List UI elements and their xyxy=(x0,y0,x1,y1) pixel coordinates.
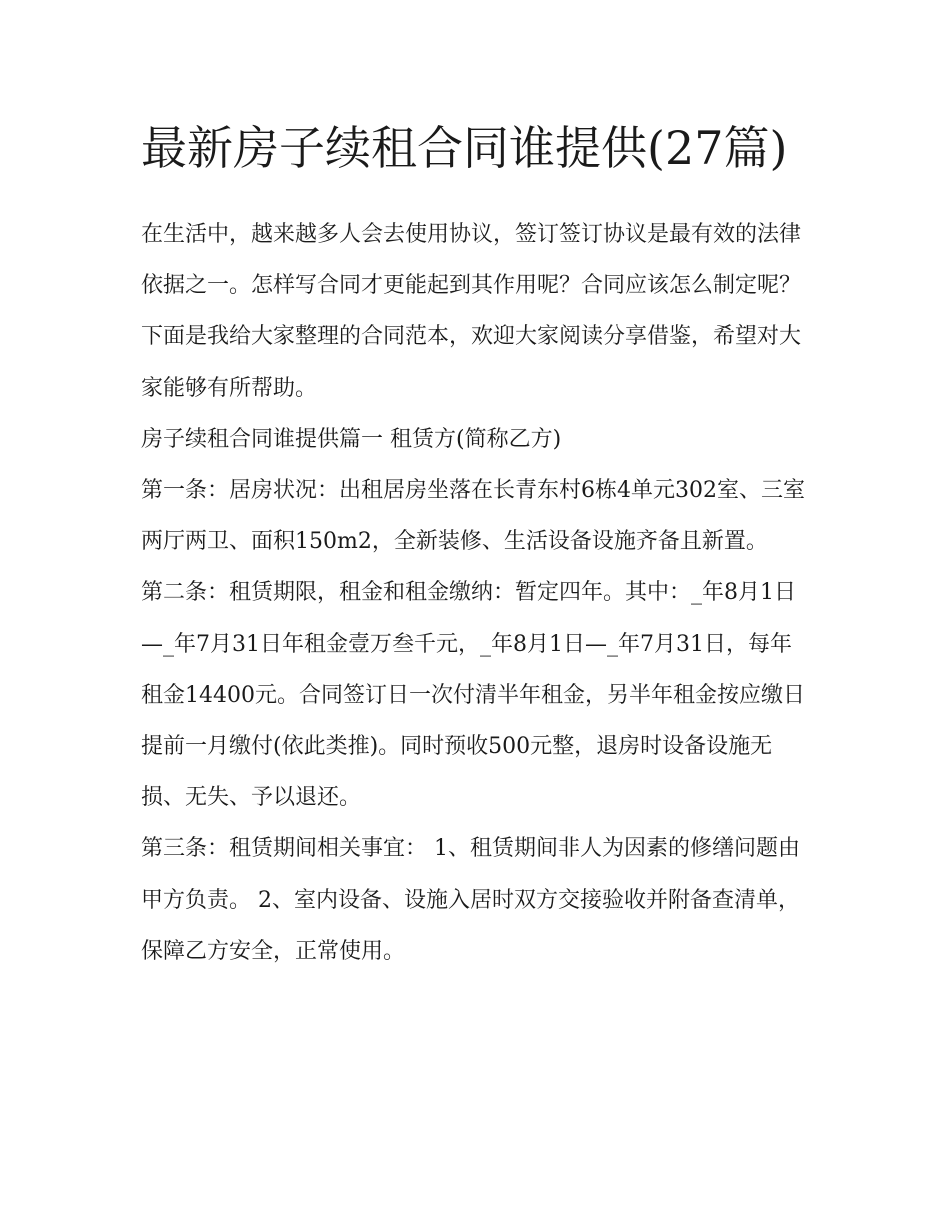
clause-2-paragraph: 第二条：租赁期限，租金和租金缴纳：暂定四年。其中：_年8月1日—_年7月31日年租金壹万叁千元，_年8月1日—_年7月31日，每年租金14400元。合同签订日一次付清半年租金，另半年租金按应缴日提前一月缴付(依此类推)。同时预收500元整，退房时设备设施无损、无失、予以退还。 xyxy=(141,580,805,811)
clause-3-paragraph: 第三条：租赁期间相关事宜： 1、租赁期间非人为因素的修缮问题由甲方负责。 2、室内设备、设施入居时双方交接验收并附备查清单，保障乙方安全，正常使用。 xyxy=(141,836,800,964)
clause-1-paragraph: 第一条：居房状况：出租居房坐落在长青东村6栋4单元302室、三室两厅两卫、面积150m2，全新装修、生活设备设施齐备且新置。 xyxy=(141,478,805,555)
intro-paragraph: 在生活中，越来越多人会去使用协议，签订签订协议是最有效的法律依据之一。怎样写合同才更能起到其作用呢？合同应该怎么制定呢？下面是我给大家整理的合同范本，欢迎大家阅读分享借鉴，希望对大家能够有所帮助。 xyxy=(141,222,802,401)
document-body xyxy=(141,112,813,977)
document-title: 最新房子续租合同谁提供(27篇) xyxy=(141,121,788,175)
section-heading: 房子续租合同谁提供篇一 租赁方(简称乙方) xyxy=(141,426,562,452)
